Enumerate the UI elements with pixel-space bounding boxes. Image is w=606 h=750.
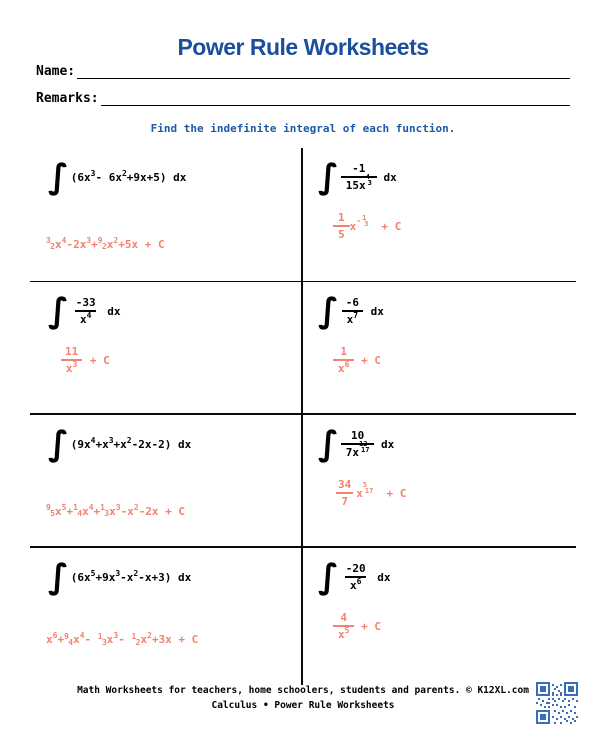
integral-sign: ∫	[48, 424, 69, 464]
problem-3-expression	[30, 282, 301, 330]
integral-sign: ∫	[48, 157, 69, 197]
problem-cell-6	[303, 415, 576, 548]
name-label: Name:	[36, 64, 76, 79]
answer-8-math: 4 x 5 + C	[333, 611, 381, 641]
problem-8-integrand: -20 x 6 dx	[345, 562, 391, 592]
answer-3-expression	[60, 340, 110, 375]
problem-cell-4	[303, 282, 576, 415]
answer-2-math: $\frac{1}{5}$ x - 1 3 + C	[333, 211, 401, 241]
problem-5-expression	[30, 415, 301, 463]
page-title: Power Rule Worksheets	[177, 34, 429, 60]
problem-2-expression	[303, 148, 576, 196]
problem-7-integrand: (6x 5 +9x 3 -x 2 -x+3) dx	[70, 568, 192, 584]
problem-1-integrand: (6x 3 - 6x 2 +9x+5) dx	[70, 168, 187, 184]
problem-3-integrand: -33 x 4 dx	[75, 296, 121, 326]
integral-sign: ∫	[318, 157, 339, 197]
problem-1-expression	[30, 148, 301, 196]
problem-cell-2	[303, 148, 576, 282]
answer-1-math: 3 2 x 4 -2x 3 + 9 2 x 2 +5x + C	[46, 235, 165, 251]
remarks-field	[36, 91, 570, 106]
answer-7-expression	[46, 628, 198, 647]
problem-6-expression	[303, 415, 576, 463]
problem-6-integrand: 10 7x 12 17 dx	[341, 429, 395, 459]
problem-cell-5	[30, 415, 303, 548]
integral-sign: ∫	[318, 291, 339, 331]
footer	[0, 684, 606, 713]
name-field	[36, 64, 570, 79]
problem-cell-3	[30, 282, 303, 415]
remarks-label: Remarks:	[36, 91, 99, 106]
problem-2-integrand: -1 15x 4 3 dx	[341, 162, 397, 192]
integral-sign: ∫	[318, 424, 339, 464]
problem-cell-1	[30, 148, 303, 282]
answer-7-math: x 6 + 9 4 x 4 - 1 3 x 3 - 1 2 x 2 +3x + C	[46, 631, 199, 647]
answer-5-expression	[46, 495, 185, 518]
problem-cell-8	[303, 548, 576, 685]
answer-6-math: $\frac{34}{7}$ x 5 17 + C	[338, 478, 407, 508]
integral-sign: ∫	[48, 557, 69, 597]
problem-4-integrand: -6 x 7 dx	[341, 296, 384, 326]
footer-credit-line: Math Worksheets for teachers, home schoolers, students and parents. © K12XL.com	[77, 685, 529, 696]
answer-5-math: 9 5 x 5 + 1 4 x 4 + 1 3 x 3 -x 2 -2x + C	[46, 502, 186, 518]
answer-3-math: 11 x 3 + C	[60, 345, 110, 375]
problems-grid	[30, 148, 576, 685]
problem-8-expression	[303, 548, 576, 596]
problem-cell-7	[30, 548, 303, 685]
answer-4-math: 1 x 6 + C	[333, 345, 381, 375]
answer-6-expression	[333, 473, 406, 508]
remarks-blank-line	[101, 91, 570, 106]
problem-4-expression	[303, 282, 576, 330]
answer-1-expression	[46, 228, 165, 251]
integral-sign: ∫	[48, 291, 69, 331]
answer-8-expression	[333, 606, 381, 641]
integral-sign: ∫	[318, 557, 339, 597]
answer-4-expression	[333, 340, 381, 375]
answer-2-expression	[333, 206, 401, 241]
name-blank-line	[77, 64, 570, 79]
instruction-text: Find the indefinite integral of each function.	[150, 122, 456, 135]
qr-code-icon	[536, 682, 578, 724]
problem-5-integrand: (9x 4 +x 3 +x 2 -2x-2) dx	[70, 435, 192, 451]
footer-subject-line: Calculus • Power Rule Worksheets	[211, 699, 395, 711]
problem-7-expression	[30, 548, 301, 596]
